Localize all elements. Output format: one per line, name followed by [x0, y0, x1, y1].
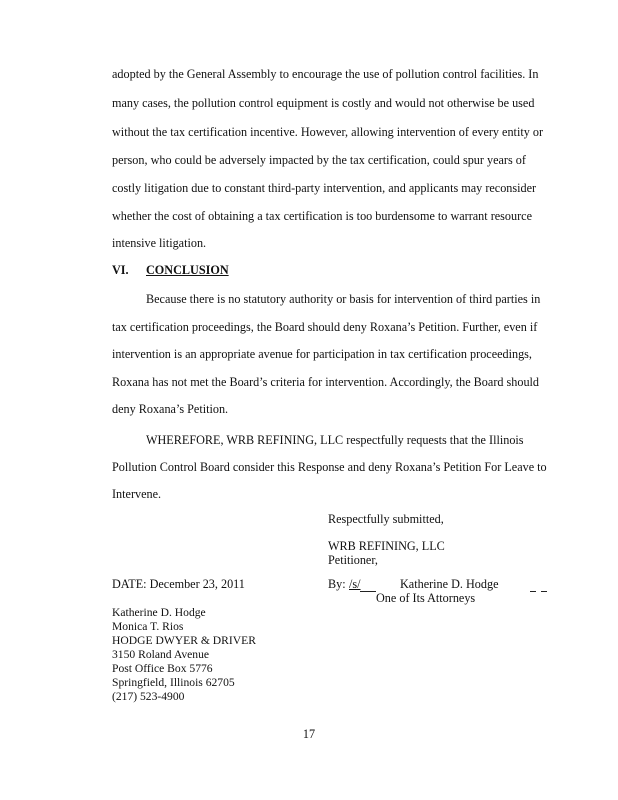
signature-underline: [541, 591, 547, 592]
conclusion-line: Roxana has not met the Board’s criteria for intervention. Accordingly, the Board should: [112, 375, 540, 389]
attorney-line: Katherine D. Hodge: [112, 606, 206, 619]
conclusion-line: deny Roxana’s Petition.: [112, 402, 229, 416]
conclusion-line: Because there is no statutory authority or basis for intervention of third parties in: [146, 292, 541, 306]
signer-title: One of Its Attorneys: [376, 591, 476, 605]
body-line: many cases, the pollution control equipment is costly and would not otherwise be used: [112, 96, 535, 110]
signature-underline: [530, 591, 536, 592]
section-title: CONCLUSION: [146, 263, 229, 277]
body-line: person, who could be adversely impacted by the tax certification, could spur years of: [112, 153, 526, 167]
address-line: 3150 Roland Avenue: [112, 648, 210, 661]
firm-name: HODGE DWYER & DRIVER: [112, 634, 256, 647]
address-line: Post Office Box 5776: [112, 662, 213, 675]
page-number: 17: [302, 727, 316, 741]
address-line: Springfield, Illinois 62705: [112, 676, 235, 689]
phone-number: (217) 523-4900: [112, 690, 185, 703]
conclusion-line: tax certification proceedings, the Board should deny Roxana’s Petition. Further, even if: [112, 320, 538, 334]
body-line: adopted by the General Assembly to encourage the use of pollution control facilities. In: [112, 67, 539, 81]
attorney-line: Monica T. Rios: [112, 620, 184, 633]
wherefore-line: WHEREFORE, WRB REFINING, LLC respectfully requests that the Illinois: [146, 433, 524, 447]
body-line: costly litigation due to constant third-party intervention, and applicants may reconsider: [112, 181, 537, 195]
electronic-signature-mark: /s/: [349, 577, 361, 591]
body-line: without the tax certification incentive. However, allowing intervention of every entity or: [112, 125, 544, 139]
wherefore-line: Intervene.: [112, 487, 162, 501]
closing: Respectfully submitted,: [328, 512, 444, 526]
signer-name: Katherine D. Hodge: [400, 577, 499, 591]
body-line: whether the cost of obtaining a tax certification is too burdensome to warrant resource: [112, 209, 532, 223]
party-role: Petitioner,: [328, 553, 378, 567]
conclusion-line: intervention is an appropriate avenue for participation in tax certification proceedings,: [112, 347, 532, 361]
signature-underline: [360, 591, 376, 592]
section-number: VI.: [112, 263, 129, 277]
party-name: WRB REFINING, LLC: [328, 539, 445, 553]
date-line: DATE: December 23, 2011: [112, 577, 245, 591]
by-label: By:: [328, 577, 346, 591]
body-line: intensive litigation.: [112, 236, 207, 250]
wherefore-line: Pollution Control Board consider this Response and deny Roxana’s Petition For Leave to: [112, 460, 547, 474]
